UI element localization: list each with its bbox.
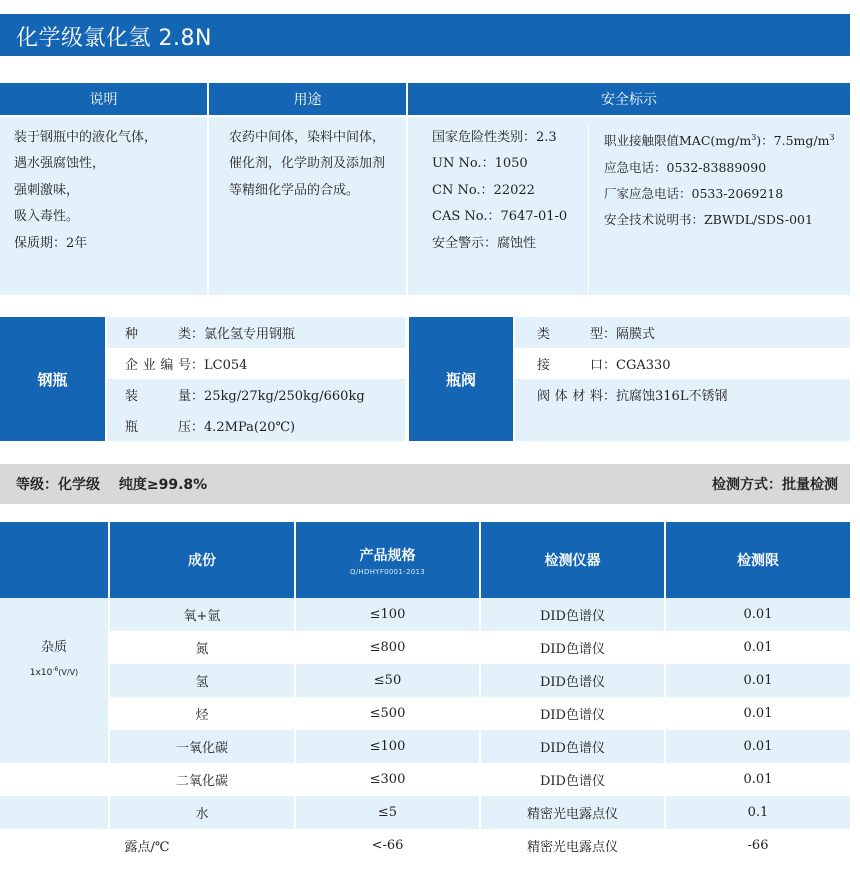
safety-line: CAS No.：7647-01-0 (432, 209, 568, 225)
spec-cell: <-66 (371, 838, 404, 853)
component-cell: 氢 (195, 675, 209, 690)
title-bar (0, 14, 850, 56)
spec-standard: Q/HDHYF0001-2013 (349, 567, 426, 576)
cylinder-label: 钢瓶 (0, 317, 105, 441)
header-usage: 用途 (209, 83, 406, 115)
spec-cell: ≤100 (369, 607, 406, 622)
table-row (110, 697, 850, 730)
safety-line: 安全技术说明书：ZBWDL/SDS-001 (604, 212, 813, 228)
limit-cell: -66 (747, 838, 769, 853)
limit-cell: 0.1 (747, 805, 769, 820)
component-cell: 氧+氩 (183, 609, 221, 624)
safety-divider (588, 125, 589, 295)
mac-sup: 3 (751, 133, 757, 142)
safety-line: 应急电话：0532-83889090 (604, 159, 767, 175)
table-row (110, 730, 850, 763)
table-header-limit (666, 522, 850, 598)
component-cell: 一氧化碳 (175, 741, 228, 756)
limit-cell: 0.01 (743, 772, 773, 787)
limit-cell: 0.01 (743, 673, 773, 688)
impurity-cell (0, 598, 108, 730)
cylinder-key: 装 量 (125, 389, 191, 404)
cylinder-row (107, 410, 405, 441)
spec-cell: ≤300 (369, 772, 406, 787)
usage-line: 农药中间体，染料中间体， (229, 130, 386, 145)
cylinder-row (107, 348, 405, 379)
impurity-unit-exp: -6 (52, 666, 59, 673)
valve-row (515, 348, 850, 379)
description-line: 强刺激味， (14, 182, 80, 198)
impurity-unit-base: 1x10 (29, 668, 53, 678)
component-cell: 露点/℃ (124, 840, 170, 855)
valve-value: ：CGA330 (603, 358, 671, 373)
limit-header-label: 检测限 (737, 553, 779, 569)
spec-cell: ≤100 (369, 739, 406, 754)
mac-line (604, 125, 835, 155)
usage-line: 催化剂，化学助剂及添加剂 (229, 156, 386, 172)
table-row (110, 631, 850, 664)
instrument-cell: 精密光电露点仪 (526, 840, 618, 855)
mac-prefix: 职业接触限值MAC(mg/m (604, 133, 752, 149)
cylinder-value: ：25kg/27kg/250kg/660kg (191, 389, 365, 404)
header-description: 说明 (0, 83, 207, 115)
valve-label: 瓶阀 (409, 317, 513, 441)
table-row-dew-point (0, 829, 850, 862)
instrument-cell: DID色谱仪 (540, 741, 605, 756)
valve-value: ：隔膜式 (603, 327, 656, 342)
impurity-unit (0, 666, 108, 678)
table-header-instrument (481, 522, 664, 598)
cylinder-value: ：4.2MPa(20℃) (191, 420, 296, 435)
table-header-spec (296, 522, 479, 598)
instrument-cell: DID色谱仪 (540, 774, 605, 789)
table-row (110, 763, 850, 796)
limit-cell: 0.01 (743, 607, 773, 622)
spec-cell: ≤5 (377, 805, 398, 820)
limit-cell: 0.01 (743, 640, 773, 655)
usage-text (229, 125, 385, 204)
usage-panel (209, 117, 406, 295)
mac-mid: )：7.5mg/m (756, 133, 830, 149)
cylinder-key: 种 类 (125, 327, 191, 342)
safety-panel (408, 117, 850, 295)
description-line: 保质期：2年 (14, 235, 88, 251)
valve-value: ：抗腐蚀316L不锈钢 (603, 389, 728, 404)
impurity-unit-vv: (V/V) (58, 668, 79, 677)
limit-cell: 0.01 (743, 706, 773, 721)
description-text (14, 125, 157, 257)
description-line: 吸入毒性。 (14, 209, 80, 225)
cylinder-value: ：LC054 (191, 358, 248, 373)
cylinder-info (107, 317, 405, 441)
valve-key: 类 型 (537, 327, 603, 342)
cylinder-row (107, 379, 405, 410)
table-row (110, 796, 850, 829)
impurity-label: 杂质 (40, 640, 67, 655)
instrument-header-label: 检测仪器 (544, 553, 601, 569)
cylinder-key: 瓶 压 (125, 420, 191, 435)
table-header-blank (0, 522, 108, 598)
header-safety: 安全标示 (408, 83, 850, 115)
safety-line: 国家危险性类别：2.3 (432, 130, 557, 145)
safety-line: CN No.：22022 (432, 182, 535, 198)
instrument-cell: DID色谱仪 (540, 708, 605, 723)
component-cell: 水 (195, 807, 209, 822)
safety-right-text (604, 125, 835, 234)
grade-purity: 等级：化学级 纯度≥99.8% (16, 477, 208, 493)
valve-row (515, 317, 850, 348)
valve-key: 阀体材料 (537, 389, 603, 404)
cylinder-key: 企业编号 (125, 358, 191, 373)
valve-row (515, 379, 850, 410)
limit-cell: 0.01 (743, 739, 773, 754)
safety-line: 安全警示：腐蚀性 (432, 235, 537, 251)
instrument-cell: DID色谱仪 (540, 642, 605, 657)
spec-cell: ≤800 (369, 640, 406, 655)
valve-key: 接 口 (537, 358, 603, 373)
spec-cell: ≤50 (373, 673, 402, 688)
test-method: 检测方式：批量检测 (712, 477, 838, 493)
safety-line: UN No.：1050 (432, 156, 528, 172)
component-cell: 氮 (195, 642, 209, 657)
grade-bar (0, 464, 850, 504)
component-header-label: 成份 (188, 553, 216, 569)
description-line: 遇水强腐蚀性， (14, 156, 106, 172)
spec-header-label: 产品规格 (359, 547, 416, 564)
table-row (110, 598, 850, 631)
page-title: 化学级氯化氢 2.8N (16, 26, 212, 51)
component-cell: 烃 (195, 708, 209, 723)
cylinder-value: ：氯化氢专用钢瓶 (191, 327, 296, 342)
safety-line: 厂家应急电话：0533-2069218 (604, 185, 784, 201)
usage-line: 等精细化学品的合成。 (229, 182, 360, 198)
table-header-component (110, 522, 294, 598)
component-cell: 二氧化碳 (175, 774, 228, 789)
instrument-cell: DID色谱仪 (540, 609, 605, 624)
mac-sup: 3 (829, 133, 835, 142)
spec-cell: ≤500 (369, 706, 406, 721)
cylinder-row (107, 317, 405, 348)
valve-info (515, 317, 850, 441)
description-panel (0, 117, 207, 295)
instrument-cell: 精密光电露点仪 (526, 807, 618, 822)
table-row (110, 664, 850, 697)
description-line: 装于钢瓶中的液化气体， (14, 130, 158, 145)
data-table-body (0, 598, 850, 862)
safety-left-text (432, 125, 567, 257)
instrument-cell: DID色谱仪 (540, 675, 605, 690)
